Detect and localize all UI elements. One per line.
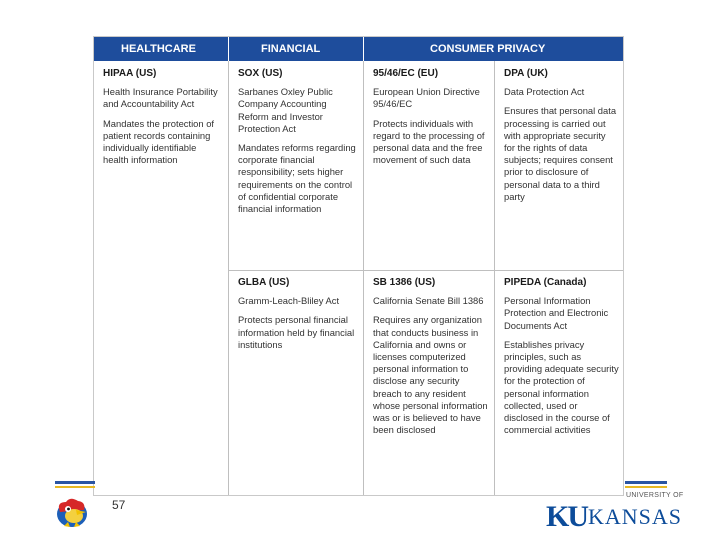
jayhawk-mascot-icon	[52, 492, 92, 532]
cell-sox	[238, 68, 357, 222]
cell-description: Mandates the protection of patient records containing individually identifiable health information	[103, 117, 215, 166]
cell-fullname: Sarbanes Oxley Public Company Accounting Reform and Investor Protection Act	[238, 86, 333, 134]
cell-fullname: Gramm-Leach-Bliley Act	[238, 295, 340, 307]
cell-description: Requires any organization that conducts business in California and owns or licenses computerized personal information to disclose any security breach to any resident whose personal information was or is believed to have been disclosed	[373, 314, 488, 436]
cell-95-46-ec	[373, 68, 488, 173]
cell-description: Protects individuals with regard to the processing of personal data and the free movement of such data	[373, 117, 485, 166]
university-name: KANSAS	[588, 504, 683, 529]
row-divider	[228, 270, 623, 271]
cell-hipaa	[103, 68, 222, 173]
cell-glba	[238, 277, 357, 358]
cell-title: HIPAA (US)	[103, 68, 157, 79]
university-of-label: UNIVERSITY OF	[626, 492, 684, 499]
cell-description: Ensures that personal data processing is carried out with appropriate security for the rights of data subjects; requires consent prior to disclosure of personal data to a third party	[504, 105, 617, 202]
footer-rule-gold-right	[625, 486, 667, 488]
cell-pipeda	[504, 277, 619, 443]
cell-sb1386	[373, 277, 488, 443]
cell-description: Protects personal financial information held by financial institutions	[238, 314, 355, 350]
cell-title: 95/46/EC (EU)	[373, 68, 439, 79]
column-healthcare	[94, 61, 228, 495]
cell-dpa	[504, 68, 619, 210]
header-consumer-privacy: CONSUMER PRIVACY	[363, 37, 624, 61]
cell-fullname: California Senate Bill 1386	[373, 295, 484, 307]
column-consumer-privacy-1	[363, 61, 494, 495]
footer-rule-blue-right	[625, 481, 667, 484]
cell-title: GLBA (US)	[238, 277, 290, 288]
cell-fullname: Health Insurance Portability and Accountability Act	[103, 86, 218, 110]
cell-title: DPA (UK)	[504, 68, 548, 79]
cell-description: Establishes privacy principles, such as providing adequate security for the protection of personal information collected, used or disclosed in the course of commercial activities	[504, 338, 619, 436]
cell-fullname: European Union Directive 95/46/EC	[373, 86, 480, 110]
regulations-table	[93, 36, 624, 496]
header-healthcare: HEALTHCARE	[94, 37, 228, 61]
cell-fullname: Personal Information Protection and Electronic Documents Act	[504, 295, 609, 331]
ku-logo-icon: KU	[546, 500, 587, 533]
cell-description: Mandates reforms regarding corporate financial responsibility; sets higher requirements on the control of confidential corporate financial information	[238, 142, 356, 215]
cell-title: SOX (US)	[238, 68, 283, 79]
column-consumer-privacy-2	[494, 61, 624, 495]
footer-rule-blue-left	[55, 481, 95, 484]
cell-title: SB 1386 (US)	[373, 277, 436, 288]
column-financial	[228, 61, 363, 495]
cell-title: PIPEDA (Canada)	[504, 277, 587, 288]
cell-fullname: Data Protection Act	[504, 86, 585, 98]
footer-rule-gold-left	[55, 486, 95, 488]
header-financial: FINANCIAL	[228, 37, 363, 61]
page-number: 57	[112, 498, 126, 512]
